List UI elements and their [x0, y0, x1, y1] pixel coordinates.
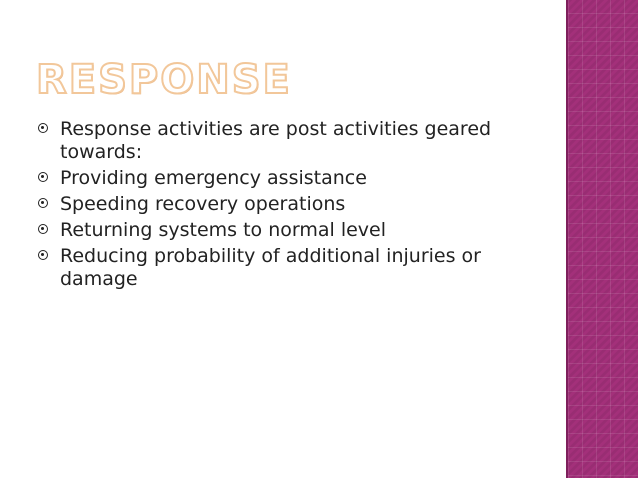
bullet-list: [38, 118, 538, 294]
circle-dot-bullet-icon: [38, 224, 48, 234]
decorative-side-bar: [568, 0, 638, 478]
bullet-text: Response activities are post activities geared towards:: [60, 118, 492, 163]
bullet-text: Providing emergency assistance: [60, 167, 367, 189]
bullet-text: Speeding recovery operations: [60, 193, 346, 215]
bullet-item: [38, 118, 538, 164]
bullet-item: [38, 193, 538, 216]
bullet-item: [38, 219, 538, 242]
slide-title: RESPONSE: [36, 57, 292, 103]
circle-dot-bullet-icon: [38, 198, 48, 208]
circle-dot-bullet-icon: [38, 172, 48, 182]
bullet-text: Reducing probability of additional injuries or damage: [60, 245, 481, 290]
circle-dot-bullet-icon: [38, 123, 48, 133]
bullet-item: [38, 167, 538, 190]
bullet-text: Returning systems to normal level: [60, 219, 387, 241]
bullet-item: [38, 245, 538, 291]
circle-dot-bullet-icon: [38, 250, 48, 260]
